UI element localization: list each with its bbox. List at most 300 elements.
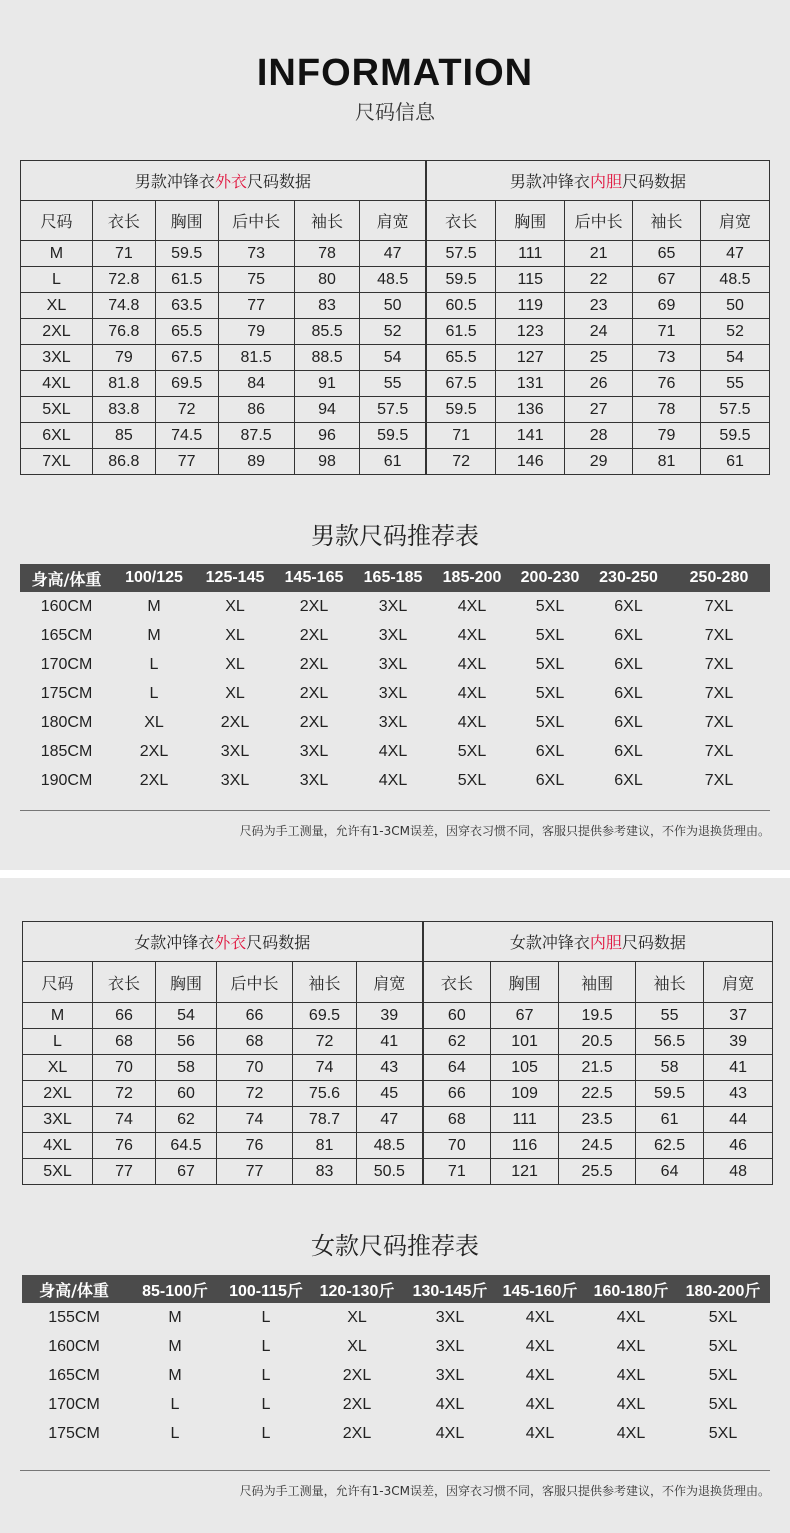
column-header: 185-200 bbox=[433, 564, 511, 592]
men-recommend-table bbox=[20, 564, 770, 795]
women-outer-caption bbox=[23, 922, 423, 962]
column-header: 120-130斤 bbox=[308, 1275, 406, 1303]
table-cell: 175CM bbox=[48, 1424, 100, 1442]
size-row bbox=[23, 1133, 773, 1159]
table-cell: 45 bbox=[357, 1081, 423, 1107]
recommend-row bbox=[20, 708, 770, 737]
table-cell: 69.5 bbox=[293, 1003, 357, 1029]
table-cell: 131 bbox=[496, 371, 565, 397]
table-cell: 50 bbox=[360, 293, 426, 319]
table-cell: 80 bbox=[294, 267, 360, 293]
table-cell: 111 bbox=[491, 1107, 559, 1133]
men-outer-caption bbox=[21, 161, 426, 201]
caption-text: 尺码数据 bbox=[246, 172, 311, 191]
divider bbox=[20, 1470, 770, 1471]
table-cell: 6XL bbox=[614, 655, 643, 673]
table-cell: 57.5 bbox=[360, 397, 426, 423]
table-cell: 48.5 bbox=[357, 1133, 423, 1159]
table-cell: M bbox=[168, 1366, 182, 1384]
table-cell: 67 bbox=[633, 267, 701, 293]
table-cell: XL bbox=[23, 1055, 93, 1081]
column-header: 袖长 bbox=[293, 962, 357, 1003]
table-cell: XL bbox=[144, 713, 164, 731]
table-cell: 59.5 bbox=[360, 423, 426, 449]
table-cell: XL bbox=[21, 293, 93, 319]
table-cell: M bbox=[168, 1308, 182, 1326]
table-cell: 71 bbox=[426, 423, 496, 449]
table-cell: 47 bbox=[360, 241, 426, 267]
table-cell: 84 bbox=[218, 371, 294, 397]
table-cell: 21.5 bbox=[559, 1055, 636, 1081]
table-cell: 61 bbox=[700, 449, 769, 475]
table-cell: 41 bbox=[704, 1055, 773, 1081]
table-cell: 170CM bbox=[48, 1395, 100, 1413]
column-header: 衣长 bbox=[423, 962, 491, 1003]
table-cell: 76 bbox=[217, 1133, 293, 1159]
caption-text: 尺码数据 bbox=[246, 933, 311, 952]
men-size-table bbox=[20, 160, 770, 475]
table-cell: 56.5 bbox=[636, 1029, 704, 1055]
recommend-row bbox=[20, 737, 770, 766]
size-row bbox=[23, 1107, 773, 1133]
table-cell: 39 bbox=[704, 1029, 773, 1055]
table-cell: 28 bbox=[565, 423, 633, 449]
table-cell: 78.7 bbox=[293, 1107, 357, 1133]
table-cell: 4XL bbox=[525, 1424, 555, 1442]
column-header: 胸围 bbox=[155, 201, 218, 241]
table-cell: 4XL bbox=[435, 1395, 465, 1413]
table-cell: 25.5 bbox=[559, 1159, 636, 1185]
table-cell: 67.5 bbox=[426, 371, 496, 397]
table-cell: 60 bbox=[156, 1081, 217, 1107]
table-cell: 86.8 bbox=[92, 449, 155, 475]
size-row bbox=[21, 241, 770, 267]
table-cell: 5XL bbox=[535, 684, 565, 702]
table-cell: 4XL bbox=[616, 1424, 646, 1442]
table-cell: L bbox=[170, 1395, 180, 1413]
table-cell: 24 bbox=[565, 319, 633, 345]
table-cell: 54 bbox=[156, 1003, 217, 1029]
table-cell: 68 bbox=[423, 1107, 491, 1133]
table-cell: 7XL bbox=[704, 771, 734, 789]
table-cell: 43 bbox=[704, 1081, 773, 1107]
table-cell: 2XL bbox=[299, 713, 329, 731]
table-cell: 57.5 bbox=[700, 397, 769, 423]
table-cell: XL bbox=[347, 1308, 367, 1326]
table-cell: 6XL bbox=[21, 423, 93, 449]
table-cell: 67 bbox=[156, 1159, 217, 1185]
recommend-row bbox=[22, 1332, 770, 1361]
table-cell: 3XL bbox=[21, 345, 93, 371]
table-cell: 4XL bbox=[616, 1337, 646, 1355]
table-cell: 55 bbox=[360, 371, 426, 397]
table-cell: 58 bbox=[156, 1055, 217, 1081]
table-cell: 6XL bbox=[614, 597, 643, 615]
table-cell: L bbox=[261, 1366, 271, 1384]
table-cell: 63.5 bbox=[155, 293, 218, 319]
table-cell: 4XL bbox=[457, 626, 487, 644]
women-recommend-header bbox=[22, 1275, 770, 1303]
table-cell: XL bbox=[225, 597, 245, 615]
table-cell: L bbox=[261, 1337, 271, 1355]
table-cell: 74 bbox=[293, 1055, 357, 1081]
table-cell: 115 bbox=[496, 267, 565, 293]
table-cell: 20.5 bbox=[559, 1029, 636, 1055]
table-cell: 2XL bbox=[139, 742, 169, 760]
caption-text: 尺码数据 bbox=[621, 933, 686, 952]
table-cell: 2XL bbox=[220, 713, 250, 731]
table-cell: 81 bbox=[293, 1133, 357, 1159]
table-cell: 4XL bbox=[457, 684, 487, 702]
caption-highlight: 内胆 bbox=[589, 933, 622, 952]
page-subtitle: 尺码信息 bbox=[355, 100, 435, 124]
table-cell: 2XL bbox=[342, 1395, 372, 1413]
table-cell: 119 bbox=[496, 293, 565, 319]
table-cell: 37 bbox=[704, 1003, 773, 1029]
table-cell: 58 bbox=[636, 1055, 704, 1081]
table-cell: 64 bbox=[636, 1159, 704, 1185]
table-cell: 55 bbox=[700, 371, 769, 397]
table-cell: 52 bbox=[700, 319, 769, 345]
table-cell: 76 bbox=[93, 1133, 156, 1159]
table-cell: 60.5 bbox=[426, 293, 496, 319]
size-row bbox=[21, 345, 770, 371]
table-cell: 75 bbox=[218, 267, 294, 293]
divider bbox=[20, 810, 770, 811]
column-header: 130-145斤 bbox=[406, 1275, 494, 1303]
table-cell: 3XL bbox=[23, 1107, 93, 1133]
column-header: 袖长 bbox=[294, 201, 360, 241]
table-cell: 48 bbox=[704, 1159, 773, 1185]
table-cell: 6XL bbox=[614, 626, 643, 644]
women-recommend-title: 女款尺码推荐表 bbox=[311, 1232, 479, 1260]
column-header: 145-160斤 bbox=[494, 1275, 586, 1303]
column-header: 后中长 bbox=[218, 201, 294, 241]
table-cell: 6XL bbox=[614, 684, 643, 702]
table-cell: 22.5 bbox=[559, 1081, 636, 1107]
table-cell: 4XL bbox=[457, 597, 487, 615]
caption-text: 女款冲锋衣 bbox=[509, 933, 590, 952]
table-cell: 22 bbox=[565, 267, 633, 293]
table-cell: 141 bbox=[496, 423, 565, 449]
table-cell: 3XL bbox=[378, 597, 408, 615]
table-cell: 3XL bbox=[435, 1337, 465, 1355]
table-cell: 136 bbox=[496, 397, 565, 423]
table-cell: 4XL bbox=[457, 713, 487, 731]
table-cell: 43 bbox=[357, 1055, 423, 1081]
table-cell: 85 bbox=[92, 423, 155, 449]
table-cell: 101 bbox=[491, 1029, 559, 1055]
table-cell: 5XL bbox=[457, 742, 487, 760]
table-cell: 2XL bbox=[342, 1366, 372, 1384]
table-cell: 170CM bbox=[40, 655, 93, 673]
table-cell: 72 bbox=[217, 1081, 293, 1107]
table-cell: 50 bbox=[700, 293, 769, 319]
table-cell: 109 bbox=[491, 1081, 559, 1107]
table-cell: L bbox=[261, 1308, 271, 1326]
table-cell: 76.8 bbox=[92, 319, 155, 345]
table-cell: 7XL bbox=[704, 655, 734, 673]
men-inner-caption bbox=[426, 161, 770, 201]
table-cell: 5XL bbox=[535, 655, 565, 673]
table-cell: 67.5 bbox=[155, 345, 218, 371]
column-header: 身高/体重 bbox=[20, 564, 113, 592]
table-cell: 59.5 bbox=[155, 241, 218, 267]
table-cell: 3XL bbox=[220, 742, 250, 760]
column-header: 180-200斤 bbox=[676, 1275, 770, 1303]
table-cell: 3XL bbox=[378, 713, 408, 731]
column-header: 袖围 bbox=[559, 962, 636, 1003]
table-cell: 2XL bbox=[139, 771, 169, 789]
table-cell: 4XL bbox=[525, 1308, 555, 1326]
column-header: 衣长 bbox=[93, 962, 156, 1003]
size-row bbox=[21, 449, 770, 475]
table-cell: 4XL bbox=[525, 1366, 555, 1384]
table-cell: 50.5 bbox=[357, 1159, 423, 1185]
table-cell: 79 bbox=[218, 319, 294, 345]
table-cell: 5XL bbox=[23, 1159, 93, 1185]
table-cell: 74.5 bbox=[155, 423, 218, 449]
table-cell: 62 bbox=[423, 1029, 491, 1055]
table-cell: 72 bbox=[426, 449, 496, 475]
table-cell: 61 bbox=[360, 449, 426, 475]
table-cell: 2XL bbox=[299, 597, 329, 615]
table-cell: 86 bbox=[218, 397, 294, 423]
table-cell: 78 bbox=[633, 397, 701, 423]
column-header: 袖长 bbox=[633, 201, 701, 241]
table-cell: XL bbox=[347, 1337, 367, 1355]
column-header: 袖长 bbox=[636, 962, 704, 1003]
column-header: 胸围 bbox=[496, 201, 565, 241]
table-cell: 81.5 bbox=[218, 345, 294, 371]
table-cell: 61.5 bbox=[426, 319, 496, 345]
table-cell: 3XL bbox=[299, 742, 329, 760]
table-cell: 5XL bbox=[457, 771, 487, 789]
recommend-row bbox=[20, 621, 770, 650]
table-cell: 29 bbox=[565, 449, 633, 475]
table-cell: 62 bbox=[156, 1107, 217, 1133]
table-cell: L bbox=[261, 1424, 271, 1442]
recommend-row bbox=[22, 1390, 770, 1419]
table-cell: M bbox=[21, 241, 93, 267]
table-cell: 65.5 bbox=[155, 319, 218, 345]
table-cell: 83.8 bbox=[92, 397, 155, 423]
table-cell: 2XL bbox=[299, 684, 329, 702]
table-cell: 180CM bbox=[40, 713, 93, 731]
table-cell: L bbox=[149, 684, 159, 702]
column-header: 肩宽 bbox=[360, 201, 426, 241]
table-cell: 74.8 bbox=[92, 293, 155, 319]
table-cell: 74 bbox=[217, 1107, 293, 1133]
table-cell: 88.5 bbox=[294, 345, 360, 371]
table-cell: 77 bbox=[218, 293, 294, 319]
column-header: 230-250 bbox=[589, 564, 668, 592]
table-cell: 2XL bbox=[299, 655, 329, 673]
table-cell: 5XL bbox=[708, 1424, 738, 1442]
column-header: 胸围 bbox=[156, 962, 217, 1003]
table-cell: 23 bbox=[565, 293, 633, 319]
table-cell: 65 bbox=[633, 241, 701, 267]
size-row bbox=[23, 1159, 773, 1185]
table-cell: 64 bbox=[423, 1055, 491, 1081]
table-cell: 61 bbox=[636, 1107, 704, 1133]
table-cell: 127 bbox=[496, 345, 565, 371]
table-cell: 4XL bbox=[457, 655, 487, 673]
table-cell: 81 bbox=[633, 449, 701, 475]
table-cell: 62.5 bbox=[636, 1133, 704, 1159]
table-cell: 165CM bbox=[48, 1366, 100, 1384]
table-cell: 121 bbox=[491, 1159, 559, 1185]
table-cell: 70 bbox=[423, 1133, 491, 1159]
men-recommend-title: 男款尺码推荐表 bbox=[311, 522, 479, 550]
table-cell: 7XL bbox=[704, 713, 734, 731]
column-header: 100-115斤 bbox=[224, 1275, 308, 1303]
table-cell: 69 bbox=[633, 293, 701, 319]
table-cell: 21 bbox=[565, 241, 633, 267]
table-cell: 3XL bbox=[299, 771, 329, 789]
table-cell: 39 bbox=[357, 1003, 423, 1029]
table-cell: 6XL bbox=[535, 742, 565, 760]
table-cell: 3XL bbox=[378, 626, 408, 644]
table-cell: 7XL bbox=[704, 684, 734, 702]
table-cell: 59.5 bbox=[426, 397, 496, 423]
table-cell: 111 bbox=[496, 241, 565, 267]
table-cell: 72 bbox=[93, 1081, 156, 1107]
size-row bbox=[23, 1055, 773, 1081]
table-cell: 5XL bbox=[535, 713, 565, 731]
table-cell: 65.5 bbox=[426, 345, 496, 371]
table-cell: 160CM bbox=[40, 597, 93, 615]
table-cell: 94 bbox=[294, 397, 360, 423]
column-header: 165-185 bbox=[353, 564, 433, 592]
column-header: 200-230 bbox=[511, 564, 589, 592]
table-cell: 79 bbox=[92, 345, 155, 371]
table-cell: 73 bbox=[218, 241, 294, 267]
page-title: INFORMATION bbox=[256, 52, 534, 94]
table-cell: 75.6 bbox=[293, 1081, 357, 1107]
table-cell: 19.5 bbox=[559, 1003, 636, 1029]
table-cell: 5XL bbox=[535, 626, 565, 644]
table-cell: 87.5 bbox=[218, 423, 294, 449]
table-cell: 89 bbox=[218, 449, 294, 475]
table-cell: 54 bbox=[360, 345, 426, 371]
table-cell: 69.5 bbox=[155, 371, 218, 397]
table-cell: 77 bbox=[155, 449, 218, 475]
table-cell: 72 bbox=[293, 1029, 357, 1055]
table-cell: 98 bbox=[294, 449, 360, 475]
table-cell: 165CM bbox=[40, 626, 93, 644]
caption-highlight: 内胆 bbox=[589, 172, 622, 191]
table-cell: 27 bbox=[565, 397, 633, 423]
table-cell: 2XL bbox=[21, 319, 93, 345]
women-recommend-table bbox=[22, 1275, 770, 1448]
disclaimer-note: 尺码为手工测量，允许有1-3CM误差，因穿衣习惯不同，客服只提供参考建议，不作为退换货理由。 bbox=[239, 824, 770, 838]
table-cell: 4XL bbox=[378, 742, 408, 760]
table-cell: 66 bbox=[423, 1081, 491, 1107]
caption-text: 女款冲锋衣 bbox=[134, 933, 215, 952]
table-cell: L bbox=[23, 1029, 93, 1055]
table-cell: 6XL bbox=[614, 771, 643, 789]
table-cell: 59.5 bbox=[426, 267, 496, 293]
table-cell: 54 bbox=[700, 345, 769, 371]
table-cell: M bbox=[147, 597, 161, 615]
table-cell: 74 bbox=[93, 1107, 156, 1133]
table-cell: 4XL bbox=[21, 371, 93, 397]
column-header: 衣长 bbox=[426, 201, 496, 241]
disclaimer-note: 尺码为手工测量，允许有1-3CM误差，因穿衣习惯不同，客服只提供参考建议，不作为退换货理由。 bbox=[239, 1484, 770, 1498]
size-row bbox=[23, 1029, 773, 1055]
table-cell: 64.5 bbox=[156, 1133, 217, 1159]
table-cell: 155CM bbox=[48, 1308, 100, 1326]
table-cell: 61.5 bbox=[155, 267, 218, 293]
size-row bbox=[21, 397, 770, 423]
size-row bbox=[21, 371, 770, 397]
table-cell: 160CM bbox=[48, 1337, 100, 1355]
table-cell: 24.5 bbox=[559, 1133, 636, 1159]
table-cell: 2XL bbox=[299, 626, 329, 644]
table-cell: 5XL bbox=[708, 1366, 738, 1384]
table-cell: 123 bbox=[496, 319, 565, 345]
table-cell: 116 bbox=[491, 1133, 559, 1159]
table-cell: 83 bbox=[294, 293, 360, 319]
table-cell: 55 bbox=[636, 1003, 704, 1029]
column-header: 250-280 bbox=[668, 564, 770, 592]
table-cell: 68 bbox=[217, 1029, 293, 1055]
table-cell: 59.5 bbox=[636, 1081, 704, 1107]
column-header: 145-165 bbox=[275, 564, 353, 592]
table-cell: 56 bbox=[156, 1029, 217, 1055]
table-cell: 5XL bbox=[708, 1337, 738, 1355]
table-cell: 4XL bbox=[616, 1308, 646, 1326]
table-cell: 60 bbox=[423, 1003, 491, 1029]
table-cell: 2XL bbox=[342, 1424, 372, 1442]
table-cell: L bbox=[21, 267, 93, 293]
table-cell: 83 bbox=[293, 1159, 357, 1185]
recommend-row bbox=[20, 766, 770, 795]
men-header-row bbox=[21, 201, 770, 241]
table-cell: 4XL bbox=[616, 1395, 646, 1413]
table-cell: 3XL bbox=[378, 655, 408, 673]
caption-text: 男款冲锋衣 bbox=[134, 172, 215, 191]
table-cell: 66 bbox=[217, 1003, 293, 1029]
column-header: 尺码 bbox=[21, 201, 93, 241]
table-cell: 70 bbox=[93, 1055, 156, 1081]
women-size-table bbox=[22, 921, 773, 1185]
table-cell: M bbox=[147, 626, 161, 644]
column-header: 100/125 bbox=[113, 564, 195, 592]
column-header: 胸围 bbox=[491, 962, 559, 1003]
table-cell: 4XL bbox=[378, 771, 408, 789]
table-cell: 146 bbox=[496, 449, 565, 475]
table-cell: 7XL bbox=[21, 449, 93, 475]
table-cell: 190CM bbox=[40, 771, 93, 789]
table-cell: 73 bbox=[633, 345, 701, 371]
size-row bbox=[23, 1003, 773, 1029]
table-cell: 47 bbox=[700, 241, 769, 267]
table-cell: 57.5 bbox=[426, 241, 496, 267]
caption-highlight: 外衣 bbox=[214, 933, 247, 952]
table-cell: 3XL bbox=[220, 771, 250, 789]
table-cell: 5XL bbox=[708, 1395, 738, 1413]
table-cell: 91 bbox=[294, 371, 360, 397]
table-cell: 47 bbox=[357, 1107, 423, 1133]
table-cell: 71 bbox=[633, 319, 701, 345]
table-cell: 41 bbox=[357, 1029, 423, 1055]
recommend-row bbox=[22, 1361, 770, 1390]
men-recommend-header bbox=[20, 564, 770, 592]
table-cell: 77 bbox=[217, 1159, 293, 1185]
table-cell: XL bbox=[225, 626, 245, 644]
